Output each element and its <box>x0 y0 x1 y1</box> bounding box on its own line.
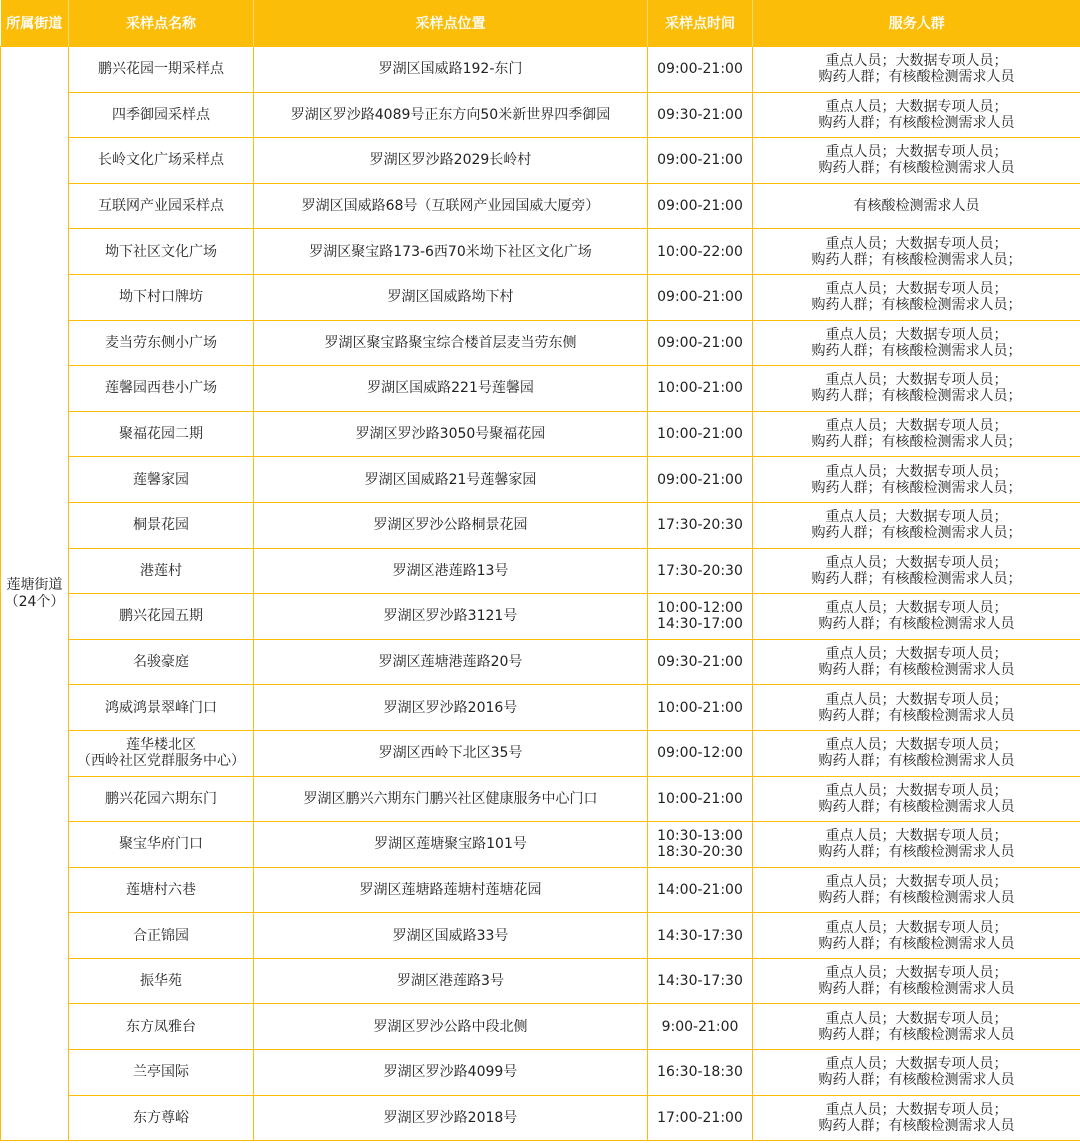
table-row <box>1 274 1080 320</box>
time-cell <box>648 411 753 457</box>
service-cell-line: 购药人群；有核酸检测需求人员 <box>818 753 1015 770</box>
point-name-cell-line: 聚宝华府门口 <box>119 836 203 853</box>
service-cell-line: 重点人员；大数据专项人员； <box>825 144 1008 161</box>
time-cell <box>648 457 753 503</box>
service-cell-line: 重点人员；大数据专项人员； <box>825 691 1008 708</box>
service-cell-line: 重点人员；大数据专项人员； <box>825 509 1008 526</box>
point-name-cell <box>69 274 254 320</box>
service-cell-line: 重点人员；大数据专项人员； <box>825 281 1008 298</box>
service-cell <box>753 1004 1080 1050</box>
location-cell: 罗湖区鹏兴六期东门鹏兴社区健康服务中心门口 <box>254 776 648 822</box>
service-cell <box>753 47 1080 93</box>
location-cell: 罗湖区罗沙路2018号 <box>254 1095 648 1141</box>
point-name-cell <box>69 958 254 1004</box>
time-cell <box>648 92 753 138</box>
time-cell <box>648 548 753 594</box>
table-row <box>1 958 1080 1004</box>
header-location: 采样点位置 <box>254 0 648 47</box>
location-cell: 罗湖区罗沙路4089号正东方向50米新世界四季御园 <box>254 92 648 138</box>
location-cell: 罗湖区聚宝路聚宝综合楼首层麦当劳东侧 <box>254 320 648 366</box>
table-row <box>1 913 1080 959</box>
service-cell <box>753 639 1080 685</box>
point-name-cell <box>69 730 254 776</box>
time-cell <box>648 1050 753 1096</box>
time-cell <box>648 502 753 548</box>
point-name-cell-line: 东方凤雅台 <box>126 1018 196 1035</box>
time-cell <box>648 183 753 229</box>
location-cell: 罗湖区莲塘路莲塘村莲塘花园 <box>254 867 648 913</box>
location-cell: 罗湖区国威路221号莲馨园 <box>254 366 648 412</box>
service-cell-line: 重点人员；大数据专项人员； <box>825 98 1008 115</box>
time-cell-line: 09:00-21:00 <box>657 61 743 78</box>
point-name-cell-line: 莲馨家园 <box>133 471 189 488</box>
service-cell-line: 重点人员；大数据专项人员； <box>825 1101 1008 1118</box>
location-cell: 罗湖区罗沙公路桐景花园 <box>254 502 648 548</box>
service-cell-line: 购药人群；有核酸检测需求人员 <box>818 1072 1015 1089</box>
time-cell-line: 18:30-20:30 <box>657 844 743 861</box>
point-name-cell <box>69 548 254 594</box>
service-cell <box>753 730 1080 776</box>
time-cell <box>648 776 753 822</box>
time-cell <box>648 138 753 184</box>
service-cell-line: 购药人群；有核酸检测需求人员 <box>818 707 1015 724</box>
point-name-cell <box>69 1050 254 1096</box>
time-cell <box>648 229 753 275</box>
point-name-cell <box>69 1004 254 1050</box>
point-name-cell <box>69 138 254 184</box>
table-row <box>1 1050 1080 1096</box>
point-name-cell <box>69 502 254 548</box>
service-cell-line: 重点人员；大数据专项人员； <box>825 828 1008 845</box>
service-cell-line: 重点人员；大数据专项人员； <box>825 326 1008 343</box>
service-cell-line: 购药人群；有核酸检测需求人员； <box>811 479 1022 496</box>
point-name-cell-line: 合正锦园 <box>133 927 189 944</box>
service-cell-line: 重点人员；大数据专项人员； <box>825 873 1008 890</box>
point-name-cell-line: 鸿威鸿景翠峰门口 <box>105 699 217 716</box>
time-cell-line: 9:00-21:00 <box>661 1018 739 1035</box>
service-cell-line: 重点人员；大数据专项人员； <box>825 1010 1008 1027</box>
point-name-cell-line: （西岭社区党群服务中心） <box>77 753 245 770</box>
table-header-row <box>1 0 1080 47</box>
location-cell: 罗湖区罗沙路3050号聚福花园 <box>254 411 648 457</box>
location-cell: 罗湖区聚宝路173-6西70米坳下社区文化广场 <box>254 229 648 275</box>
point-name-cell <box>69 685 254 731</box>
time-cell <box>648 594 753 640</box>
point-name-cell <box>69 913 254 959</box>
point-name-cell-line: 聚福花园二期 <box>119 426 203 443</box>
service-cell-line: 购药人群；有核酸检测需求人员 <box>818 1117 1015 1134</box>
header-service: 服务人群 <box>753 0 1080 47</box>
point-name-cell <box>69 229 254 275</box>
service-cell-line: 购药人群；有核酸检测需求人员； <box>811 251 1022 268</box>
service-cell <box>753 320 1080 366</box>
point-name-cell <box>69 47 254 93</box>
point-name-cell-line: 四季御园采样点 <box>112 106 210 123</box>
service-cell-line: 重点人员；大数据专项人员； <box>825 782 1008 799</box>
time-cell <box>648 822 753 868</box>
time-cell-line: 10:00-21:00 <box>657 380 743 397</box>
time-cell <box>648 1095 753 1141</box>
time-cell <box>648 685 753 731</box>
service-cell <box>753 366 1080 412</box>
time-cell-line: 17:00-21:00 <box>657 1109 743 1126</box>
point-name-cell-line: 名骏豪庭 <box>133 654 189 671</box>
point-name-cell <box>69 594 254 640</box>
service-cell-line: 购药人群；有核酸检测需求人员 <box>818 935 1015 952</box>
point-name-cell <box>69 867 254 913</box>
header-name: 采样点名称 <box>69 0 254 47</box>
location-cell: 罗湖区国威路68号（互联网产业园国威大厦旁） <box>254 183 648 229</box>
location-cell: 罗湖区国威路192-东门 <box>254 47 648 93</box>
time-cell-line: 17:30-20:30 <box>657 517 743 534</box>
service-cell <box>753 138 1080 184</box>
service-cell-line: 重点人员；大数据专项人员； <box>825 463 1008 480</box>
time-cell-line: 09:30-21:00 <box>657 106 743 123</box>
location-cell: 罗湖区国威路21号莲馨家园 <box>254 457 648 503</box>
table-row <box>1 366 1080 412</box>
service-cell-line: 购药人群；有核酸检测需求人员； <box>811 570 1022 587</box>
time-cell-line: 10:00-21:00 <box>657 426 743 443</box>
point-name-cell <box>69 822 254 868</box>
time-cell <box>648 320 753 366</box>
location-cell: 罗湖区罗沙路2016号 <box>254 685 648 731</box>
service-cell-line: 购药人群；有核酸检测需求人员 <box>818 889 1015 906</box>
time-cell <box>648 913 753 959</box>
service-cell-line: 重点人员；大数据专项人员； <box>825 965 1008 982</box>
service-cell-line: 重点人员；大数据专项人员； <box>825 646 1008 663</box>
location-cell: 罗湖区罗沙路3121号 <box>254 594 648 640</box>
service-cell <box>753 822 1080 868</box>
point-name-cell-line: 鹏兴花园六期东门 <box>105 790 217 807</box>
point-name-cell-line: 互联网产业园采样点 <box>98 198 224 215</box>
point-name-cell-line: 坳下村口牌坊 <box>119 289 203 306</box>
time-cell-line: 10:00-12:00 <box>657 600 743 617</box>
service-cell-line: 购药人群；有核酸检测需求人员 <box>818 981 1015 998</box>
time-cell-line: 14:30-17:00 <box>657 616 743 633</box>
service-cell-line: 购药人群；有核酸检测需求人员 <box>818 844 1015 861</box>
service-cell-line: 有核酸检测需求人员 <box>853 198 980 215</box>
service-cell <box>753 1050 1080 1096</box>
table-row <box>1 1004 1080 1050</box>
point-name-cell-line: 振华苑 <box>140 973 182 990</box>
location-cell: 罗湖区国威路33号 <box>254 913 648 959</box>
service-cell-line: 重点人员；大数据专项人员； <box>825 53 1008 70</box>
point-name-cell-line: 莲华楼北区 <box>126 737 196 754</box>
service-cell <box>753 776 1080 822</box>
service-cell <box>753 457 1080 503</box>
service-cell <box>753 867 1080 913</box>
point-name-cell-line: 鹏兴花园一期采样点 <box>98 61 224 78</box>
time-cell-line: 09:00-21:00 <box>657 198 743 215</box>
point-name-cell-line: 鹏兴花园五期 <box>119 608 203 625</box>
table-row <box>1 229 1080 275</box>
time-cell-line: 14:30-17:30 <box>657 973 743 990</box>
time-cell <box>648 958 753 1004</box>
table-row <box>1 685 1080 731</box>
time-cell <box>648 730 753 776</box>
time-cell-line: 09:00-12:00 <box>657 745 743 762</box>
service-cell-line: 购药人群；有核酸检测需求人员； <box>811 388 1022 405</box>
service-cell <box>753 548 1080 594</box>
service-cell <box>753 1095 1080 1141</box>
time-cell-line: 14:00-21:00 <box>657 881 743 898</box>
district-name: 莲塘街道 <box>6 576 63 593</box>
service-cell-line: 购药人群；有核酸检测需求人员； <box>811 525 1022 542</box>
service-cell-line: 购药人群；有核酸检测需求人员 <box>818 69 1015 86</box>
service-cell-line: 重点人员；大数据专项人员； <box>825 1056 1008 1073</box>
point-name-cell <box>69 639 254 685</box>
service-cell <box>753 92 1080 138</box>
location-cell: 罗湖区罗沙路2029长岭村 <box>254 138 648 184</box>
time-cell-line: 09:00-21:00 <box>657 471 743 488</box>
point-name-cell <box>69 92 254 138</box>
table-row <box>1 183 1080 229</box>
location-cell: 罗湖区罗沙公路中段北侧 <box>254 1004 648 1050</box>
point-name-cell-line: 港莲村 <box>140 562 182 579</box>
table-row <box>1 92 1080 138</box>
service-cell-line: 重点人员；大数据专项人员； <box>825 372 1008 389</box>
service-cell-line: 重点人员；大数据专项人员； <box>825 418 1008 435</box>
point-name-cell <box>69 320 254 366</box>
location-cell: 罗湖区莲塘聚宝路101号 <box>254 822 648 868</box>
point-name-cell-line: 长岭文化广场采样点 <box>98 152 224 169</box>
point-name-cell <box>69 457 254 503</box>
time-cell <box>648 366 753 412</box>
time-cell-line: 10:30-13:00 <box>657 828 743 845</box>
time-cell-line: 09:00-21:00 <box>657 334 743 351</box>
service-cell-line: 重点人员；大数据专项人员； <box>825 737 1008 754</box>
time-cell <box>648 274 753 320</box>
header-time: 采样点时间 <box>648 0 753 47</box>
point-name-cell-line: 坳下社区文化广场 <box>105 243 217 260</box>
service-cell <box>753 183 1080 229</box>
service-cell <box>753 229 1080 275</box>
point-name-cell-line: 莲馨园西巷小广场 <box>105 380 217 397</box>
time-cell <box>648 1004 753 1050</box>
service-cell-line: 购药人群；有核酸检测需求人员 <box>818 616 1015 633</box>
location-cell: 罗湖区莲塘港莲路20号 <box>254 639 648 685</box>
service-cell-line: 重点人员；大数据专项人员； <box>825 554 1008 571</box>
service-cell-line: 购药人群；有核酸检测需求人员； <box>811 434 1022 451</box>
point-name-cell-line: 麦当劳东侧小广场 <box>105 334 217 351</box>
time-cell-line: 17:30-20:30 <box>657 562 743 579</box>
point-name-cell <box>69 776 254 822</box>
time-cell-line: 10:00-22:00 <box>657 243 743 260</box>
point-name-cell-line: 莲塘村六巷 <box>126 881 196 898</box>
table-body <box>1 47 1080 1141</box>
point-name-cell <box>69 411 254 457</box>
service-cell <box>753 594 1080 640</box>
service-cell <box>753 274 1080 320</box>
point-name-cell-line: 兰亭国际 <box>133 1064 189 1081</box>
table-row <box>1 138 1080 184</box>
service-cell-line: 购药人群；有核酸检测需求人员 <box>818 160 1015 177</box>
time-cell-line: 10:00-21:00 <box>657 699 743 716</box>
service-cell-line: 购药人群；有核酸检测需求人员； <box>811 297 1022 314</box>
table-row <box>1 776 1080 822</box>
point-name-cell-line: 桐景花园 <box>133 517 189 534</box>
time-cell-line: 14:30-17:30 <box>657 927 743 944</box>
location-cell: 罗湖区港莲路13号 <box>254 548 648 594</box>
table-row <box>1 548 1080 594</box>
table-row <box>1 47 1080 93</box>
service-cell-line: 重点人员；大数据专项人员； <box>825 919 1008 936</box>
service-cell-line: 购药人群；有核酸检测需求人员 <box>818 798 1015 815</box>
service-cell <box>753 502 1080 548</box>
table-row <box>1 594 1080 640</box>
service-cell <box>753 411 1080 457</box>
service-cell-line: 购药人群；有核酸检测需求人员 <box>818 1026 1015 1043</box>
time-cell <box>648 867 753 913</box>
table-row <box>1 730 1080 776</box>
header-district: 所属街道 <box>1 0 69 47</box>
point-name-cell <box>69 183 254 229</box>
table-row <box>1 320 1080 366</box>
service-cell <box>753 685 1080 731</box>
point-name-cell <box>69 1095 254 1141</box>
table-row <box>1 639 1080 685</box>
location-cell: 罗湖区港莲路3号 <box>254 958 648 1004</box>
table-row <box>1 1095 1080 1141</box>
district-cell <box>1 47 69 1141</box>
table-row <box>1 822 1080 868</box>
time-cell-line: 09:00-21:00 <box>657 152 743 169</box>
service-cell <box>753 913 1080 959</box>
time-cell-line: 10:00-21:00 <box>657 790 743 807</box>
table-row <box>1 411 1080 457</box>
point-name-cell <box>69 366 254 412</box>
location-cell: 罗湖区罗沙路4099号 <box>254 1050 648 1096</box>
time-cell-line: 09:00-21:00 <box>657 289 743 306</box>
district-count: （24个） <box>4 593 65 610</box>
location-cell: 罗湖区国威路坳下村 <box>254 274 648 320</box>
service-cell <box>753 958 1080 1004</box>
service-cell-line: 购药人群；有核酸检测需求人员 <box>818 114 1015 131</box>
table-row <box>1 457 1080 503</box>
table-row <box>1 867 1080 913</box>
time-cell-line: 16:30-18:30 <box>657 1064 743 1081</box>
location-cell: 罗湖区西岭下北区35号 <box>254 730 648 776</box>
time-cell-line: 09:30-21:00 <box>657 654 743 671</box>
table-row <box>1 502 1080 548</box>
service-cell-line: 购药人群；有核酸检测需求人员； <box>811 342 1022 359</box>
time-cell <box>648 47 753 93</box>
time-cell <box>648 639 753 685</box>
service-cell-line: 重点人员；大数据专项人员； <box>825 235 1008 252</box>
service-cell-line: 重点人员；大数据专项人员； <box>825 600 1008 617</box>
point-name-cell-line: 东方尊峪 <box>133 1109 189 1126</box>
service-cell-line: 购药人群；有核酸检测需求人员 <box>818 662 1015 679</box>
